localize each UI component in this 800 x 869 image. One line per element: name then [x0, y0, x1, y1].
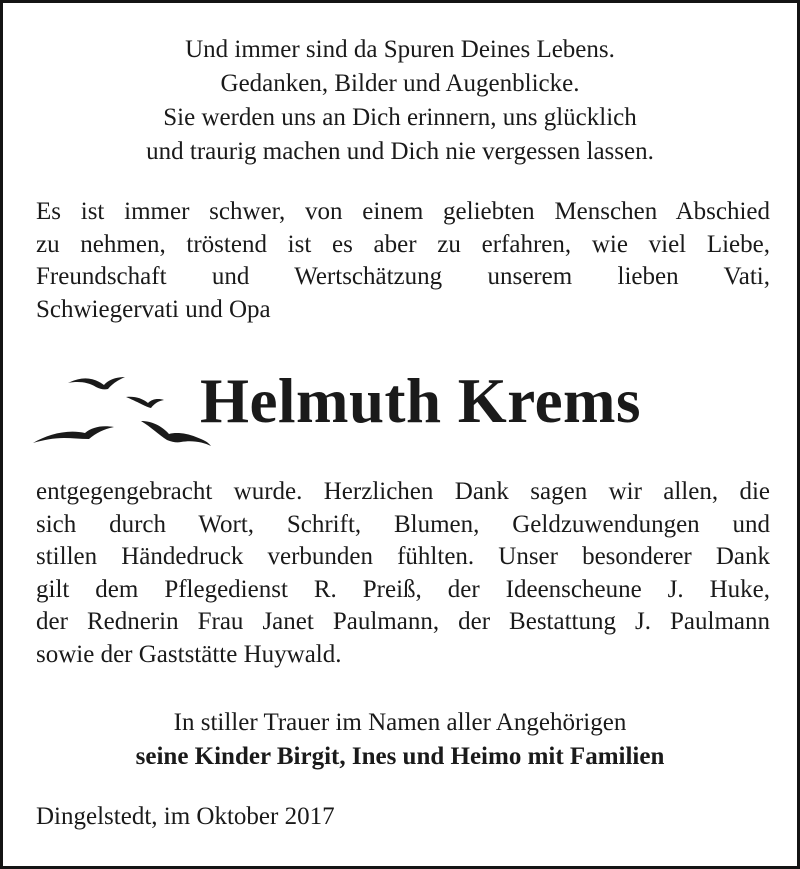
thanks-line: gilt dem Pflegedienst R. Preiß, der Ideenscheune J. Huke, [36, 575, 770, 603]
mourning-line: In stiller Trauer im Namen aller Angehörigen [173, 709, 627, 736]
poem-line: Und immer sind da Spuren Deines Lebens. [185, 36, 615, 63]
flying-birds-icon [28, 363, 218, 453]
deceased-name: Helmuth Krems [200, 366, 642, 436]
thanks-line: entgegengebracht wurde. Herzlichen Dank sagen wir allen, die [36, 478, 770, 505]
intro-line: Es ist immer schwer, von einem geliebten Menschen Abschied [36, 198, 770, 225]
thanks-line: stillen Händedruck verbunden fühlten. Unser besonderer Dank [36, 543, 770, 571]
poem-line: und traurig machen und Dich nie vergessen lassen. [146, 138, 654, 165]
closing-block [33, 706, 767, 774]
thanks-line: sich durch Wort, Schrift, Blumen, Geldzuwendungen und [36, 510, 770, 538]
intro-line: zu nehmen, tröstend ist es aber zu erfahren, wie viel Liebe, [36, 230, 770, 258]
thanks-line: sowie der Gaststätte Huywald. [36, 640, 342, 668]
intro-line: Schwiegervati und Opa [36, 295, 271, 323]
poem-line: Sie werden uns an Dich erinnern, uns glücklich [163, 104, 637, 131]
thanks-line: der Rednerin Frau Janet Paulmann, der Bestattung J. Paulmann [36, 608, 770, 636]
intro-line: Freundschaft und Wertschätzung unserem lieben Vati, [36, 263, 770, 291]
place-date: Dingelstedt, im Oktober 2017 [36, 803, 335, 830]
intro-paragraph [36, 196, 770, 326]
family-signature: seine Kinder Birgit, Ines und Heimo mit Familien [135, 743, 665, 770]
name-banner [28, 363, 778, 453]
memorial-poem [33, 33, 767, 169]
thanks-paragraph [36, 476, 770, 672]
poem-line: Gedanken, Bilder und Augenblicke. [220, 70, 580, 97]
